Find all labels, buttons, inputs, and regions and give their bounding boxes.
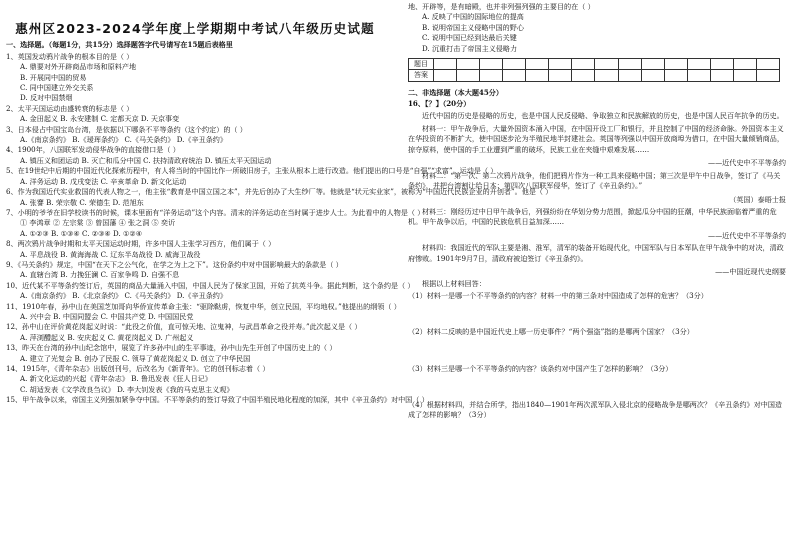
material-text: 材料一：甲午战争后，大量外国资本涌入中国，在中国开设工厂和银行，并且控制了中国的经济命脉。外国资本主义在华投资的不断扩大，使中国逐步沦为半殖民地半封建社会。英国等列强以中国开放商埠为借口，在中国大量倾销商品，掠夺原料，使中国的手工业遭到严重的破坏，民族工业在夹缝中艰难发展…… — [408, 124, 784, 154]
question-options: B. 开展同中国的贸易 — [20, 72, 87, 82]
question-options: C. 同中国建立外交关系 — [20, 83, 94, 93]
subquestion: （4）根据材料四，并结合所学，指出1840—1901年两次派军队入侵北京的侵略战争是哪两次？《辛丑条约》对中国造成了怎样的影响？（3分） — [408, 399, 783, 420]
question-options: A. 平息战役 B. 黄海海战 C. 辽东半岛战役 D. 威海卫战役 — [20, 249, 201, 259]
material-source: （英国）泰晤士报 — [729, 194, 786, 204]
answer-cell[interactable] — [526, 70, 549, 81]
answer-cell[interactable] — [572, 59, 595, 70]
answer-cell[interactable] — [756, 70, 779, 81]
subquestion-list — [408, 291, 786, 421]
answer-cell[interactable] — [434, 59, 457, 70]
answer-cell[interactable] — [457, 59, 480, 70]
answer-cell[interactable] — [480, 70, 503, 81]
subquestion: （2）材料二反映的是中国近代史上哪一历史事件？“两个强盗”指的是哪两个国家？（3分） — [408, 327, 694, 337]
question-stem: 13、昨天在台湾的孙中山纪念馆中，展览了许多孙中山的生平事迹，孙中山先生开创了中国历史上的（ ） — [6, 343, 337, 353]
question-options: A.《南京条约》 B.《北京条约》 C.《马关条约》 D.《辛丑条约》 — [20, 291, 227, 301]
answer-cell[interactable] — [618, 59, 641, 70]
question-stem: 7、小明的爷爷在旧学校读书的时候，课本里面有“洋务运动”这个内容。清末的洋务运动在当时属于进步人士。为此看中的人物是（ ） — [6, 207, 425, 217]
question-options: A.《南京条约》 B.《瑷珲条约》 C.《马关条约》 D.《辛丑条约》 — [20, 135, 227, 145]
answer-table-row-answers — [409, 70, 780, 81]
question-options: A. 建立了光复会 B. 创办了民报 C. 领导了黄花岗起义 D. 创立了中华民国 — [20, 353, 251, 363]
answer-cell[interactable] — [687, 70, 710, 81]
q16-intro: 近代中国的历史是侵略的历史，也是中国人民反侵略、争取独立和民族解放的历史，也是中国人民百年抗争的历史。 — [422, 110, 784, 120]
question-stem: 15、甲午战争以来，帝国主义列强加紧争夺中国。不平等条约的签订导致了中国半殖民地化程度的加深，其中《辛丑条约》对中国（ ） — [6, 395, 429, 405]
answer-cell[interactable] — [687, 59, 710, 70]
question-stem: 4、1900年，八国联军发动侵华战争的直接借口是（ ） — [6, 145, 180, 155]
question-stem: 10、近代某不平等条约签订后，英国的商品大量涌入中国，中国人民为了保家卫国，开始了抗英斗争。据此判断，这个条约是（ ） — [6, 280, 415, 290]
question-options: A. 鼎要对外开辟商品市场和原料产地 — [20, 62, 137, 72]
material-text: 材料三：刚经历过中日甲午战争后，列强纷纷在华划分势力范围，掀起瓜分中国的狂潮，中华民族面临着严重的危机。甲午战争以后，中国的民族危机日益加深…… — [408, 206, 777, 227]
question-stem: 5、在19世纪中后期的中国近代化探索历程中，有人将当时的中国比作一所破旧房子，主张从根本上进行改造。他们提出的口号是“自强”“求富”。运动是（ ） — [6, 166, 498, 176]
q16-header: 16、【？】（20分） — [408, 99, 471, 109]
answer-cell[interactable] — [756, 59, 779, 70]
q15-option: C. 说明中国已经到达最后关键 — [422, 33, 517, 43]
answer-cell[interactable] — [641, 70, 664, 81]
subquestion: （3）材料三是哪一个不平等条约的内容？该条约对中国产生了怎样的影响？（3分） — [408, 363, 673, 373]
subquestion: （1）材料一是哪一个不平等条约的内容？材料一中的第三条对中国造成了怎样的危害？（3分） — [408, 290, 708, 300]
question-options: A. ①②③ B. ①③④ C. ②③④ D. ①②④ — [20, 228, 143, 238]
answer-cell[interactable] — [664, 59, 687, 70]
question-options: A. 镇压义和团运动 B. 灭亡和瓜分中国 C. 扶持清政府统治 D. 镇压太平天国运动 — [20, 155, 272, 165]
right-column — [408, 2, 786, 447]
q15-continuation: 地、开辟等，是有暗殿，也并非列强列强的主要目的在（ ） — [408, 2, 595, 11]
q16-prompt: 根据以上材料回答： — [422, 279, 486, 289]
question-stem: 6、作为我国近代实业救国的代表人物之一，他主张“教育是中国立国之本”，并先后创办了大生纱厂等。他就是“状元实业家”，被称为“中国近代民族企业的开创者”。他是（ ） — [6, 187, 553, 197]
material-text: 材料二：“第一次、第二次鸦片战争，他们把鸦片作为一种工具来侵略中国；第三次是甲午中日战争，签订了《马关条约》，并把台湾割让给日本；第四次八国联军侵华，签订了《辛丑条约》。” — [408, 170, 781, 191]
answer-cell[interactable] — [595, 70, 618, 81]
answer-cell[interactable] — [503, 59, 526, 70]
question-options: A. 直辖台湾 B. 力挽狂澜 C. 百家争鸣 D. 自强不息 — [20, 270, 180, 280]
question-options: A. 新文化运动的兴起《青年杂志》 B. 鲁迅发表《狂人日记》 — [20, 374, 212, 384]
material-source: ——近代史中不平等条约 — [707, 230, 786, 240]
material-source: ——中国近现代史纲要 — [715, 266, 786, 276]
q15-option: D. 沉重打击了帝国主义侵略力 — [422, 43, 518, 53]
answer-cell[interactable] — [664, 70, 687, 81]
question-stem: 3、日本侵占中国宝岛台湾，是依据以下哪条不平等条约（这个约定）的（ ） — [6, 124, 247, 134]
answer-table-label-question: 题目 — [409, 59, 434, 70]
question-stem: 9、《马关条约》规定，中国“在天下之公气化，在学之为上之下”。这份条约中对中国影响最大的条款是（ ） — [6, 259, 343, 269]
question-options: A. 张謇 B. 荣宗敬 C. 荣德生 D. 范旭东 — [20, 197, 144, 207]
answer-cell[interactable] — [618, 70, 641, 81]
answer-cell[interactable] — [549, 59, 572, 70]
q15-option: B. 说明帝国主义侵略中国的野心 — [422, 22, 524, 32]
question-options: A. 洋务运动 B. 戊戌变法 C. 辛亥革命 D. 新文化运动 — [20, 176, 187, 186]
materials-list — [408, 124, 786, 277]
question-stem: 14、1915年，《青年杂志》出版创刊号，后改名为《新青年》。它的创刊标志着（ ） — [6, 364, 270, 373]
material-source: ——近代史中不平等条约 — [707, 158, 786, 168]
answer-cell[interactable] — [572, 70, 595, 81]
question-stem: 12、孙中山在评价黄花岗起义时说：“此役之价值，直可惊天地、泣鬼神，与武昌革命之役并寿。”此次起义是（ ） — [6, 322, 362, 332]
answer-cell[interactable] — [503, 70, 526, 81]
answer-cell[interactable] — [710, 70, 733, 81]
question-options: A. 兴中会 B. 中国同盟会 C. 中国共产党 D. 中国国民党 — [20, 311, 194, 321]
material-text: 材料四：我国近代的军队主要是湘、淮军，清军的装备开始现代化，中国军队与日本军队在甲午战争中的对决，清政府惨败。1901年9月7日，清政府被迫签订《辛丑条约》。 — [408, 243, 784, 263]
answer-table-label-answer: 答案 — [409, 70, 434, 81]
question-options: ① 李鸿章 ② 左宗棠 ③ 曾国藩 ④ 张之洞 ⑤ 奕䜣 — [20, 218, 176, 228]
question-stem: 1、英国发动鸦片战争的根本目的是（ ） — [6, 51, 134, 61]
section2-header: 二、非选择题（本大题45分） — [408, 87, 503, 97]
question-stem: 2、太平天国运动由盛转衰的标志是（ ） — [6, 103, 134, 113]
answer-cell[interactable] — [733, 59, 756, 70]
question-options: A. 萍浏醴起义 B. 安庆起义 C. 黄花岗起义 D. 广州起义 — [20, 332, 194, 342]
question-stem: 8、两次鸦片战争时期和太平天国运动时期，许多中国人主张学习西方，他们属于（ ） — [6, 239, 276, 249]
section1-header: 一、选择题。（每题1分，共15分）选择题答字代号请写在15题后表格里 — [6, 40, 233, 50]
answer-cell[interactable] — [641, 59, 664, 70]
answer-cell[interactable] — [526, 59, 549, 70]
exam-title: 惠州区2023-2024学年度上学期期中考试八年级历史试题 — [15, 21, 375, 36]
answer-cell[interactable] — [549, 70, 572, 81]
answer-table — [408, 58, 780, 82]
answer-cell[interactable] — [710, 59, 733, 70]
answer-cell[interactable] — [595, 59, 618, 70]
answer-cell[interactable] — [480, 59, 503, 70]
q15-option: A. 反映了中国的国际地位的提高 — [422, 12, 524, 22]
question-stem: 11、1910年春，孙中山在美国芝加哥向华侨宣传革命主张：“驱除鞑虏，恢复中华，创立民国，平均地权。”他提出的纲领（ ） — [6, 301, 401, 311]
question-options: D. 反对中国禁烟 — [20, 93, 73, 103]
question-options: A. 金田起义 B. 永安建制 C. 定都天京 D. 天京事变 — [20, 114, 180, 124]
answer-cell[interactable] — [457, 70, 480, 81]
answer-cell[interactable] — [733, 70, 756, 81]
answer-table-row-questions — [409, 59, 780, 70]
answer-cell[interactable] — [434, 70, 457, 81]
question-options: C. 胡适发表《文学改良刍议》 D. 李大钊发表《我的马克思主义观》 — [20, 384, 234, 394]
